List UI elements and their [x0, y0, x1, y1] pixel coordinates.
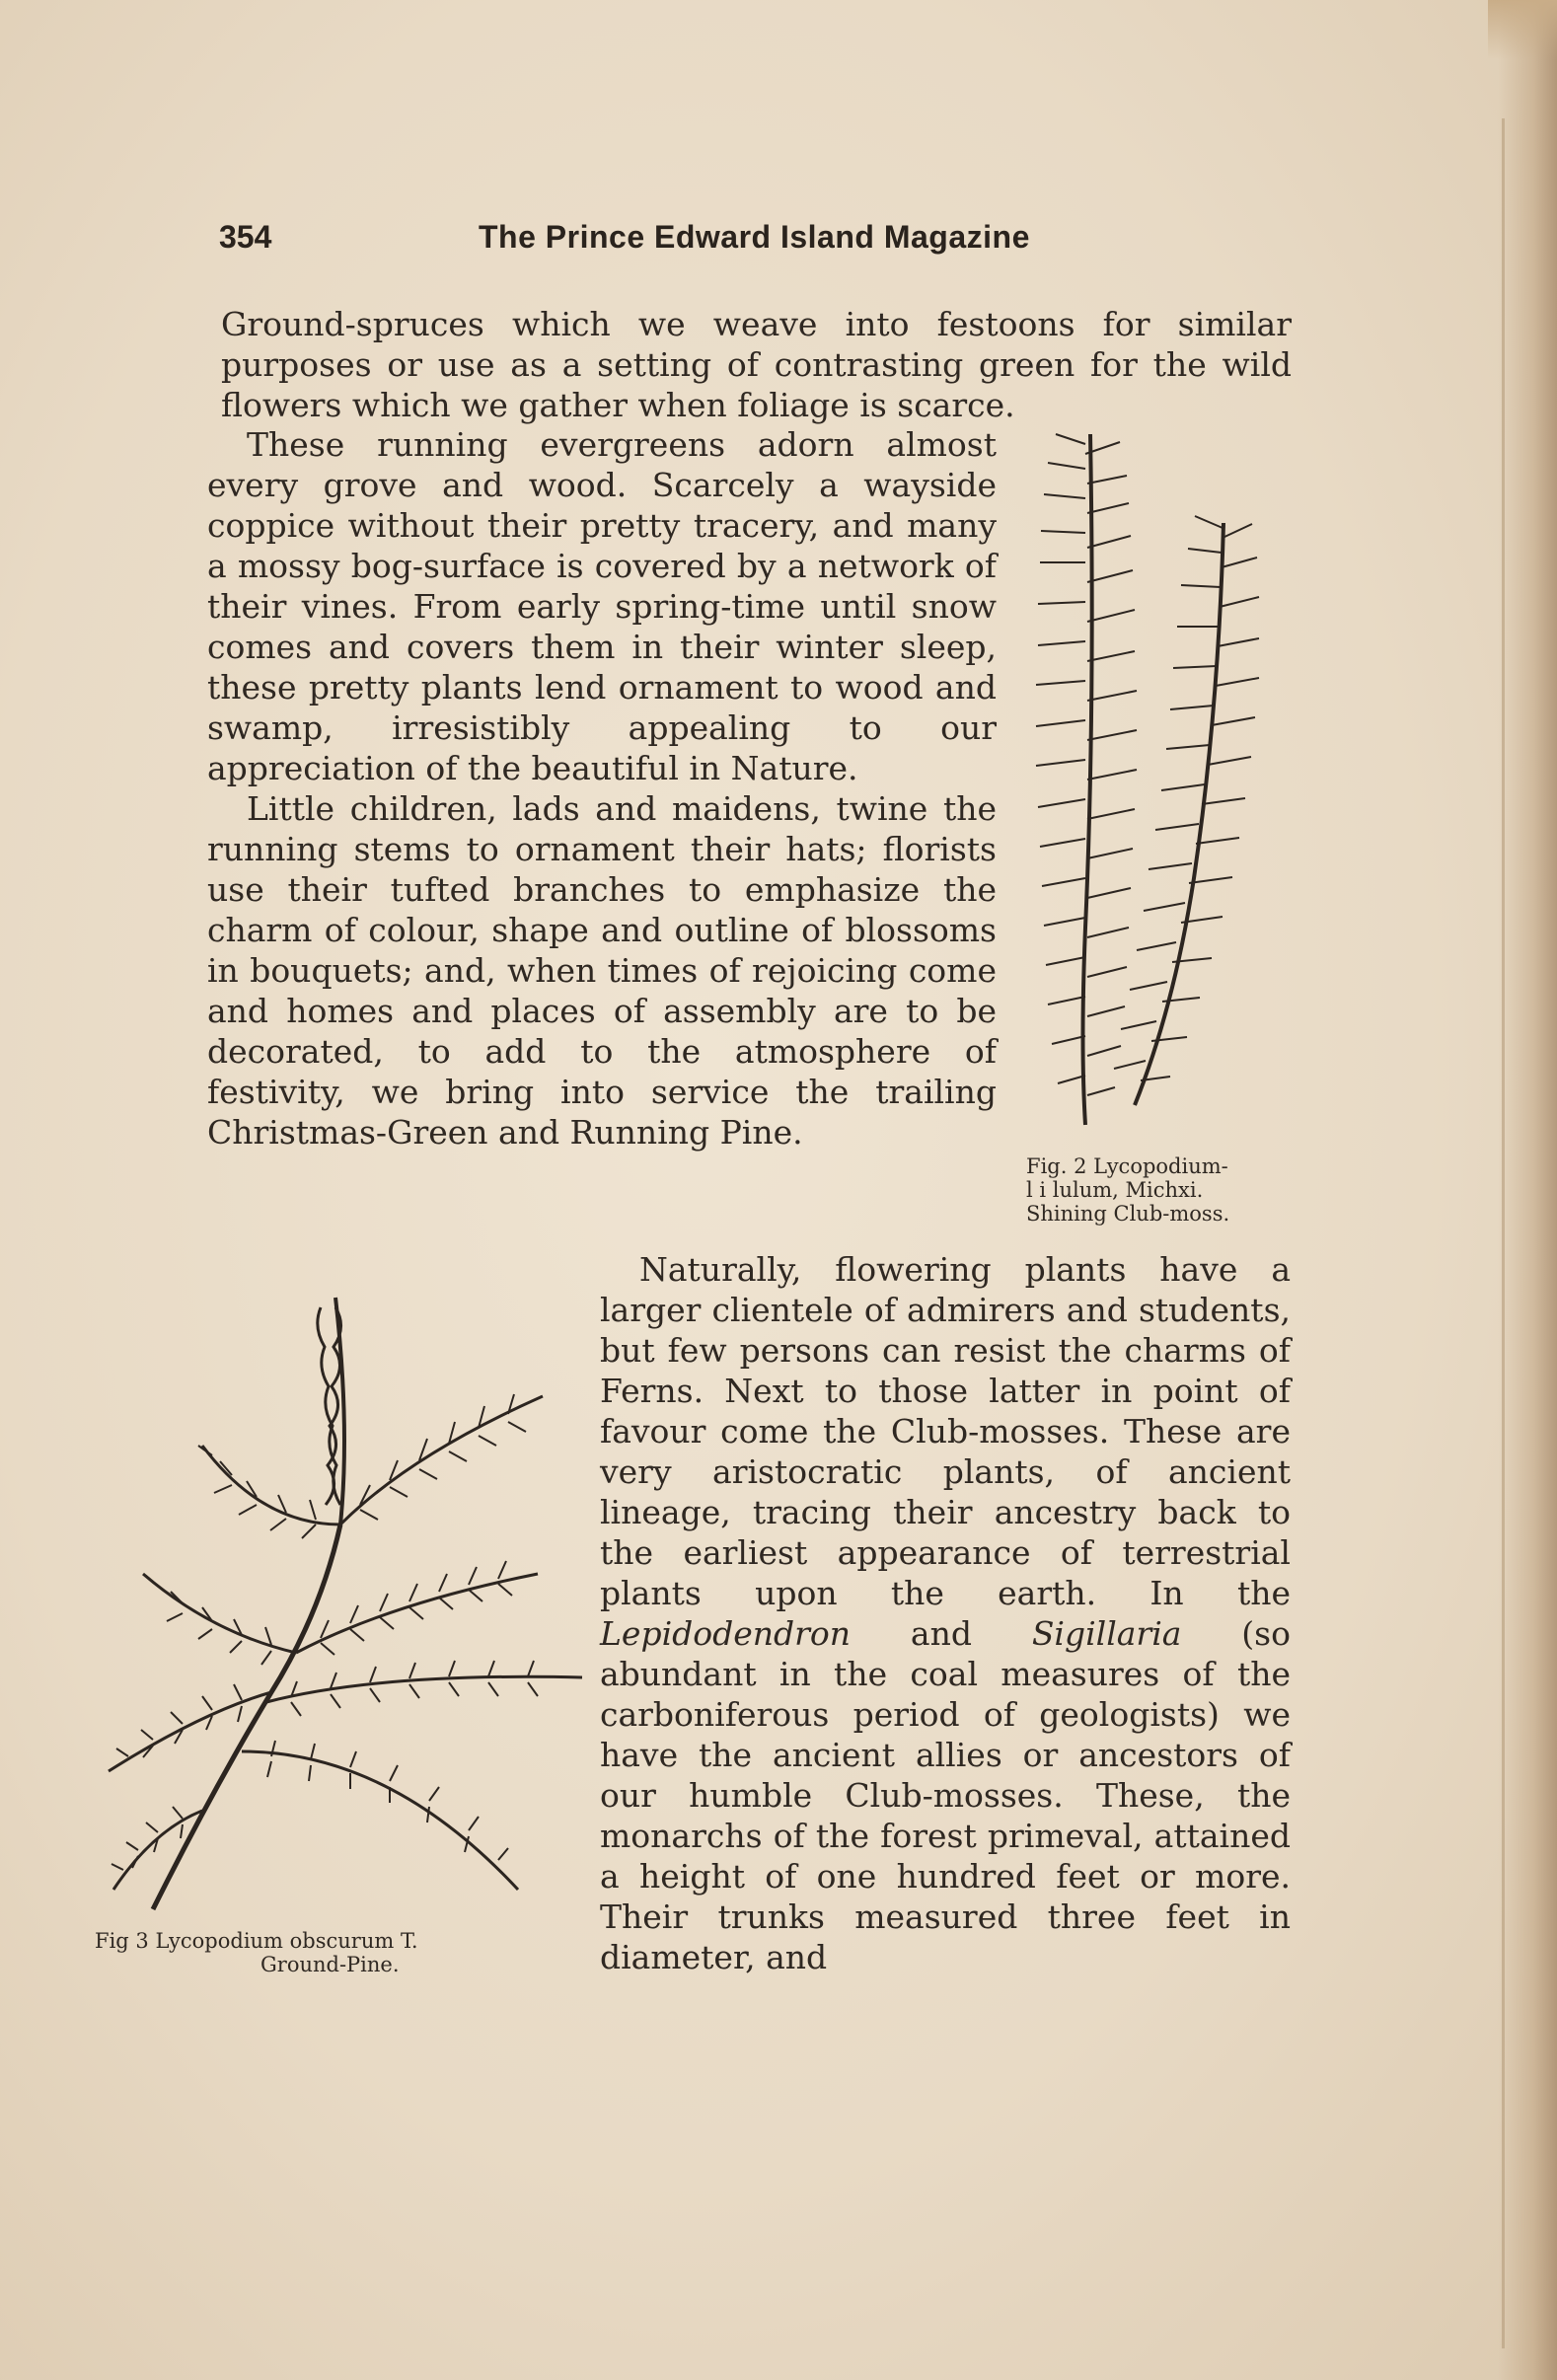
right-column-text: [600, 1249, 1291, 1977]
figure-3-caption: [95, 1929, 529, 1976]
paragraph-1-text: Ground-spruces which we weave into festoons for similar purposes or use as a setting of contrasting green for the wild flowers which we gather when foliage is scarce.: [221, 305, 1292, 424]
paragraph-1: [221, 304, 1292, 425]
figure-ground-pine: [94, 1278, 587, 1919]
paragraph-4-start: Naturally, flowering plants have a larger clientele of admirers and students, but few persons can resist the charms of Ferns. Next to those latter in point of favour come the Club-mosses. These are very aristocratic plants, of ancient lineage, tracing their ancestry back to the earliest appearance of terrestrial plants upon the earth. In the: [600, 1250, 1291, 1612]
figure-2-caption-line-2: l i lulum, Michxi.: [1026, 1178, 1204, 1202]
term-sigillaria: Sigillaria: [1031, 1614, 1182, 1653]
page-edge-shadow: [1498, 0, 1557, 2380]
frond-right-illustration: [1114, 516, 1259, 1105]
figure-2-caption: [1026, 1154, 1322, 1226]
running-title: The Prince Edward Island Magazine: [479, 219, 1030, 255]
page-corner-stain: [1488, 0, 1557, 59]
figure-3-caption-line-2: Ground-Pine.: [260, 1953, 400, 1976]
figure-2-caption-line-1: Fig. 2 Lycopodium-: [1026, 1154, 1228, 1178]
term-lepidodendron: Lepidodendron: [600, 1614, 852, 1653]
frond-left-illustration: [1036, 434, 1137, 1125]
paragraph-3: Little children, lads and maidens, twine the running stems to ornament their hats; florists use their tufted branches to emphasize the charm of colour, shape and outline of blossoms in bouquets; and, when times of rejoicing come and homes and places of assembly are to be decorated, to add to the atmosphere of festivity, we bring into service the trailing Christmas-Green and Running Pine.: [207, 789, 997, 1152]
left-column-text: [207, 424, 997, 1153]
paragraph-4-end: (so abundant in the coal measures of the carboniferous period of geologists) we have the ancient allies or ancestors of our humble Club-mosses. These, the monarchs of the forest primeval, attained a height of one hundred feet or more. Their trunks measured three feet in diameter, and: [600, 1614, 1291, 1976]
ground-pine-illustration: [109, 1298, 582, 1909]
figure-shining-club-moss: [1016, 414, 1312, 1145]
figure-3-caption-line-1: Fig 3 Lycopodium obscurum T.: [95, 1929, 418, 1953]
figure-2-caption-line-3: Shining Club-moss.: [1026, 1202, 1230, 1226]
paragraph-4: [600, 1249, 1291, 1977]
page-edge-line: [1502, 118, 1505, 2348]
paragraph-2: These running evergreens adorn almost every grove and wood. Scarcely a wayside coppice without their pretty tracery, and many a mossy bog-surface is covered by a network of their vines. From early spring-time until snow comes and covers them in their winter sleep, these pretty plants lend ornament to wood and swamp, irresistibly appealing to our appreciation of the beautiful in Nature.: [207, 425, 997, 787]
page-header: [219, 219, 1295, 262]
page-number: 354: [219, 219, 272, 255]
word-and: and: [851, 1614, 1032, 1653]
